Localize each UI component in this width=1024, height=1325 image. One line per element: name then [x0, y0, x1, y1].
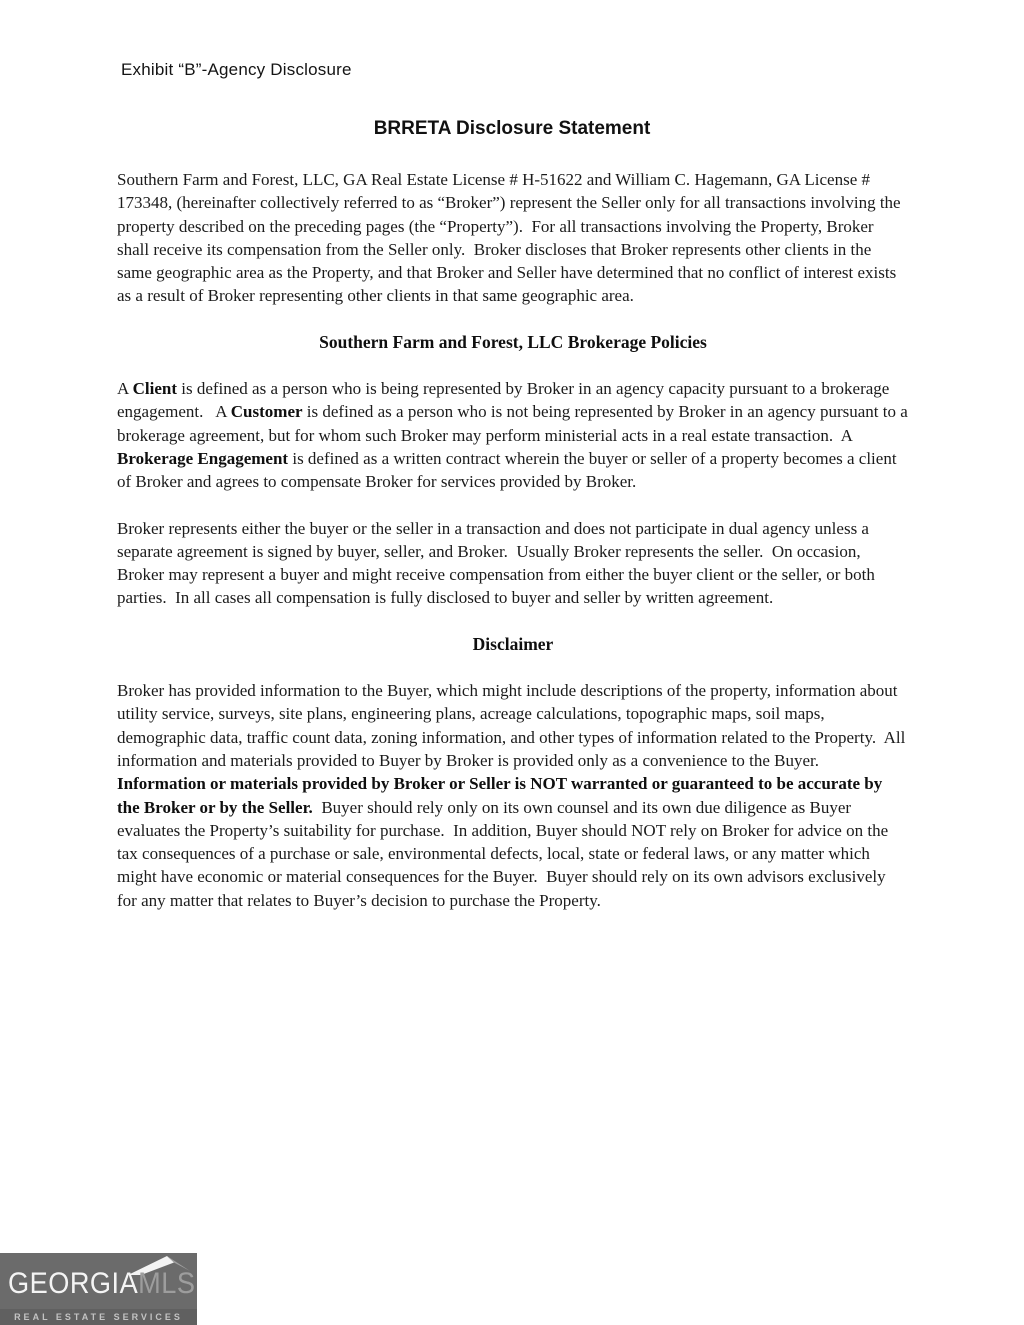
- dual-agency-paragraph: [117, 517, 909, 610]
- disclaimer-paragraph: [117, 679, 909, 912]
- bold-text-run: Client: [132, 379, 177, 399]
- text-run: is defined as a written contract wherein the buyer or seller of a property becomes a client of Broker and agrees to compensate Broker for services provided by Broker.: [117, 448, 901, 492]
- text-run: Broker has provided information to the Buyer, which might include descriptions of the property, information about utility service, surveys, site plans, engineering plans, acreage calculations, topographic maps, soil maps, demographic data, traffic count data, zoning information, and other types of information related to the Property. All information and materials provided to Buyer by Broker is provided only as a convenience to the Buyer.: [117, 681, 910, 770]
- bold-text-run: Information or materials provided by Broker or Seller is NOT warranted or guaranteed to be accurate by the Broker or by the Seller.: [117, 774, 887, 817]
- georgia-mls-logo: [0, 1253, 197, 1325]
- definitions-paragraph: [117, 377, 913, 493]
- bold-text-run: Customer: [230, 402, 303, 422]
- text-run: is defined as a person who is being represented by Broker in an agency capacity pursuant to a brokerage engagement. A: [117, 379, 894, 422]
- disclaimer-heading: Disclaimer: [472, 633, 554, 654]
- text-run: Buyer should rely only on its own counsel and its own due diligence as Buyer evaluates the Property’s suitability for purchase. In addition, Buyer should NOT rely on Broker for advice on the tax consequences of a purchase or sale, environmental defects, local, state or federal laws, or any matter which might have economic or material consequences for the Buyer. Buyer should rely on its own advisors exclusively for any matter that relates to Buyer’s decision to purchase the Property.: [117, 797, 893, 910]
- bold-text-run: Brokerage Engagement: [117, 448, 289, 468]
- text-run: A: [117, 379, 133, 399]
- logo-brand-secondary: MLS: [138, 1267, 196, 1300]
- text-run: Broker represents either the buyer or the seller in a transaction and does not participate in dual agency unless a separate agreement is signed by buyer, seller, and Broker. Usually Broker represents the seller. On occasion, Broker may represent a buyer and might receive compensation from either the buyer client or the seller, or both parties. In all cases all compensation is fully disclosed to buyer and seller by written agreement.: [117, 518, 880, 608]
- text-run: Southern Farm and Forest, LLC, GA Real Estate License # H-51622 and William C. Hagemann, GA License # 173348, (hereinafter collectively referred to as “Broker”) represent the Seller only for all transactions involving the property described on the preceding pages (the “Property”). For all transactions involving the Property, Broker shall receive its compensation from the Seller only. Broker discloses that Broker represents other clients in the same geographic area as the Property, and that Broker and Seller have determined that no conflict of interest exists as a result of Broker representing other clients in that same geographic area.: [117, 170, 905, 306]
- exhibit-label: Exhibit “B”-Agency Disclosure: [121, 60, 352, 79]
- logo-brand: [8, 1267, 195, 1301]
- broker-representation-paragraph: [117, 168, 909, 308]
- text-run: is defined as a person who is not being represented by Broker in an agency pursuant to a brokerage agreement, but for whom such Broker may perform ministerial acts in a real estate transaction. A: [117, 402, 913, 445]
- page-title: BRRETA Disclosure Statement: [373, 118, 651, 139]
- brokerage-policies-heading: Southern Farm and Forest, LLC Brokerage Policies: [319, 331, 707, 352]
- logo-brand-primary: GEORGIA: [8, 1267, 139, 1300]
- logo-tagline: REAL ESTATE SERVICES: [0, 1309, 197, 1325]
- document-body: [117, 145, 913, 912]
